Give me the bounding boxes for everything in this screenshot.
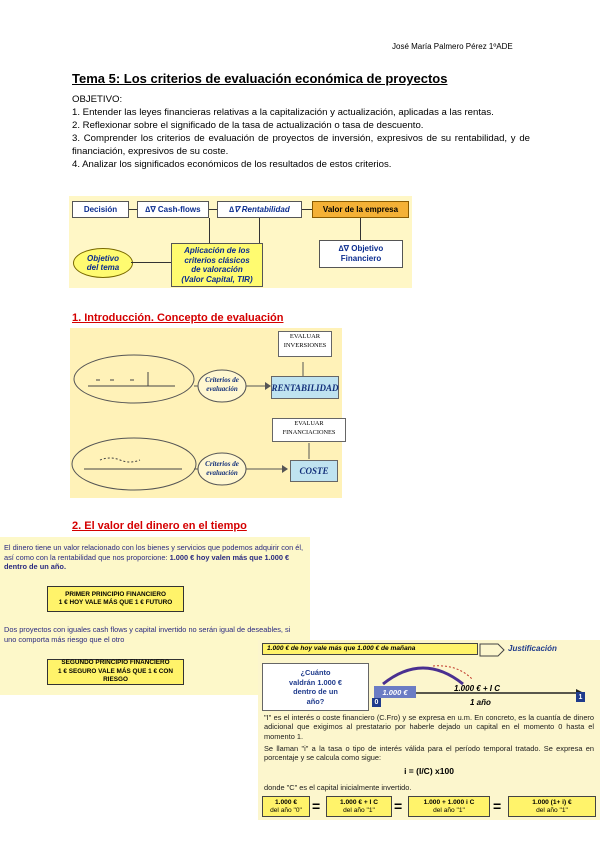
objective-heading: OBJETIVO:	[72, 94, 123, 105]
objective-item-4: 4. Analizar los significados económicos de los resultados de estos criterios.	[72, 159, 392, 170]
criterios-label-2: Criterios de evaluación	[205, 460, 239, 477]
equation-term-1: 1.000 € del año "0"	[262, 796, 310, 817]
decision-box: Decisión	[72, 201, 129, 218]
period-0-label: 0	[372, 698, 381, 707]
first-principle-box: PRIMER PRINCIPIO FINANCIERO 1 € HOY VALE MÁS QUE 1 € FUTURO	[47, 586, 184, 612]
equals-sign-3: =	[493, 798, 502, 814]
question-box: ¿Cuánto valdrán 1.000 € dentro de un año?	[262, 663, 369, 711]
objective-diagram	[69, 196, 412, 288]
second-principle-box: SEGUNDO PRINCIPIO FINANCIERO 1 € SEGURO VALE MÁS QUE 1 € CON RIESGO	[47, 659, 184, 685]
author-name: José María Palmero Pérez 1ºADE	[392, 42, 513, 51]
coste-box: COSTE	[290, 460, 338, 482]
equals-sign-1: =	[312, 798, 321, 814]
capital-note: donde "C" es el capital inicialmente invertido.	[264, 783, 412, 792]
intro-text: El dinero tiene un valor relacionado con los bienes y servicios que podemos adquirir con él, así como con la rentabilidad que nos proporcione: 1.000 € hoy valen más que 1.000 € dentro de un año.	[4, 543, 304, 571]
section-1-heading: 1. Introducción. Concepto de evaluación	[72, 312, 284, 324]
interest-panel	[258, 640, 600, 820]
risk-text: Dos proyectos con iguales cash flows y capital invertido no serán igual de deseables, si uno comporta más riesgo que el otro	[4, 625, 291, 644]
objetivo-tema-oval: Objetivo del tema	[73, 248, 133, 278]
time-value-banner: 1.000 € de hoy vale más que 1.000 € de mañana	[262, 643, 478, 655]
cashflows-box: ∆∇ Cash-flows	[137, 201, 209, 218]
objective-item-1: 1. Entender las leyes financieras relativas a la capitalización y actualización, aplicadas a las rentas.	[72, 107, 494, 118]
evaluar-financiaciones-box: EVALUAR FINANCIACIONES	[272, 418, 346, 442]
future-amount: 1.000 € + I C	[454, 684, 501, 693]
valor-empresa-box: Valor de la empresa	[312, 201, 409, 218]
objetivo-financiero-box: ∆∇ Objetivo Financiero	[319, 240, 403, 268]
equation-term-4: 1.000 (1+ i) € del año "1"	[508, 796, 596, 817]
rate-paragraph: Se llaman "i" a la tasa o tipo de interés válida para el período temporal tratado. Se expresa en porcentaje y se calcula como sigue:	[264, 744, 594, 763]
equals-sign-2: =	[394, 798, 403, 814]
period-label: 1 año	[470, 698, 491, 707]
rate-formula: i = (I/C) x100	[404, 766, 454, 776]
page-title: Tema 5: Los criterios de evaluación económica de proyectos	[72, 71, 448, 86]
equation-term-2: 1.000 € + I C del año "1"	[326, 796, 392, 817]
objective-item-2: 2. Reflexionar sobre el significado de la tasa de actualización o tasa de descuento.	[72, 120, 424, 131]
rentabilidad-box: RENTABILIDAD	[271, 376, 339, 399]
present-amount: 1.000 €	[374, 686, 416, 698]
justificacion-label: Justificación	[508, 644, 557, 653]
equation-term-3: 1.000 + 1.000 i C del año "1"	[408, 796, 490, 817]
interest-paragraph: "I" es el interés o coste financiero (C.Fro) y se expresa en u.m. En concreto, es la cuantía de dinero adicional que exigimos al prestatario por haberle dejado un capital en el momento 0 hasta el momento 1.	[264, 713, 594, 741]
aplicacion-box: Aplicación de los criterios clásicos de valoración (Valor Capital, TIR)	[171, 243, 263, 287]
objective-block	[72, 93, 530, 171]
objective-item-3: 3. Comprender los criterios de evaluación de proyectos de inversión, expresivos de su rentabilidad, y de financiación, expresivos de su coste.	[72, 133, 530, 157]
criterios-label-1: Criterios de evaluación	[205, 376, 239, 393]
evaluar-inversiones-box: EVALUAR INVERSIONES	[278, 331, 332, 357]
section-2-heading: 2. El valor del dinero en el tiempo	[72, 520, 247, 532]
rentabilidad-box: ∆∇ Rentabilidad	[217, 201, 302, 218]
evaluation-diagram	[70, 328, 342, 498]
period-1-label: 1	[576, 692, 585, 702]
